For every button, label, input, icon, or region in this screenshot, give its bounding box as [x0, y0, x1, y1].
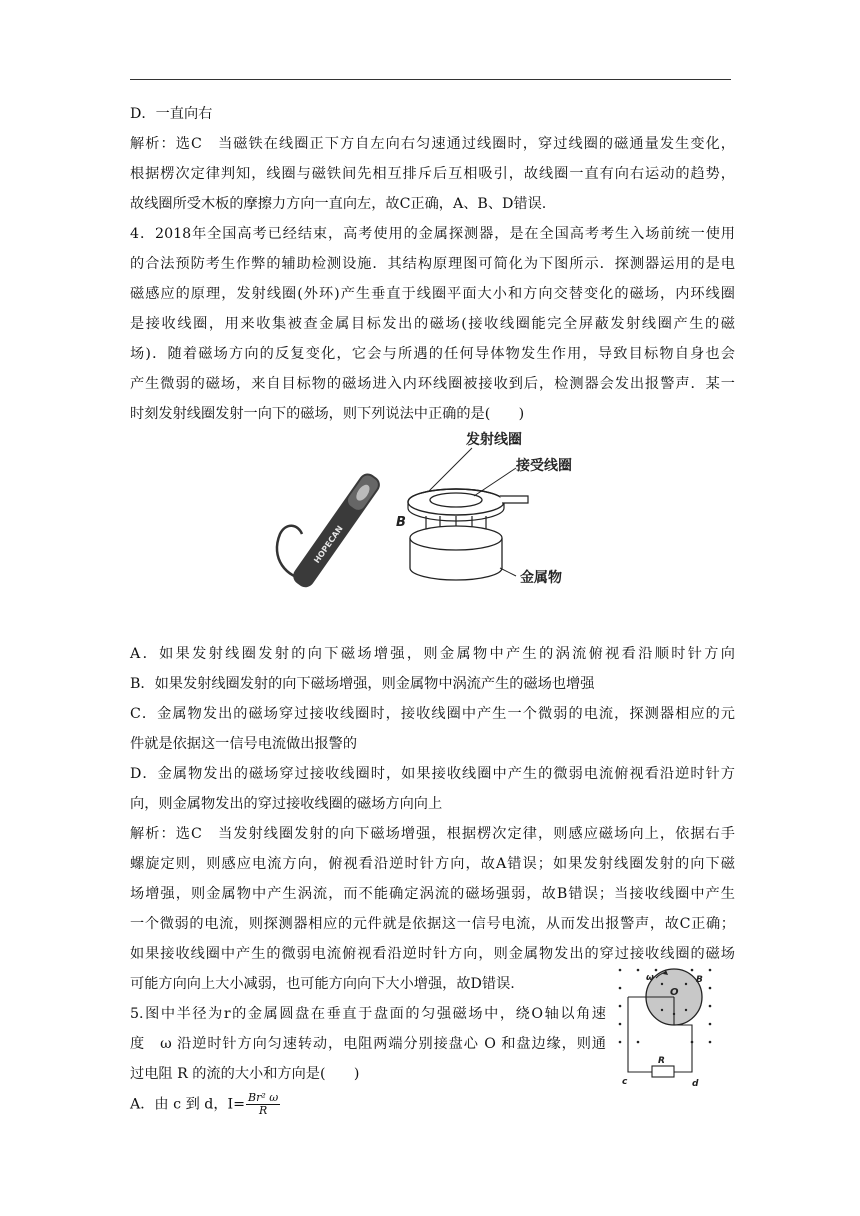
q4-stem-line: 场)．随着磁场方向的反复变化，它会与所遇的任何导体物发生作用，导致目标物自身也会: [130, 346, 735, 362]
q4-analysis-line: 螺旋定则，则感应电流方向，俯视看沿逆时针方向，故A错误；如果发射线圈发射的向下磁: [130, 856, 735, 872]
field-b-label: B: [396, 515, 406, 530]
receive-coil-label: 接受线圈: [516, 458, 572, 474]
q4-stem-line: 产生微弱的磁场，来自目标物的磁场进入内环线圈被接收到后，检测器会发出报警声．某一: [130, 376, 735, 392]
terminal-c-label: c: [622, 1077, 628, 1087]
field-b-label: B: [696, 975, 703, 985]
q4-analysis-line: 场增强，则金属物中产生涡流，而不能确定涡流的磁场强弱，故B错误；当接收线圈中产生: [130, 886, 735, 902]
q4-option-b: B．如果发射线圈发射的向下磁场增强，则金属物中涡流产生的磁场也增强: [130, 676, 595, 692]
q3-option-d: D．一直向右: [130, 106, 213, 122]
receive-coil: [430, 493, 482, 507]
metal-detector-figure: [268, 430, 598, 592]
center-o-label: O: [670, 987, 679, 998]
q5-option-a: [130, 1092, 606, 1117]
resistor-label: R: [658, 1056, 665, 1066]
q4-option-c-cont: 件就是依据这一信号电流做出报警的: [130, 736, 358, 752]
transmit-coil-label: 发射线圈: [466, 432, 522, 448]
detector-brand-text: HOPECAN: [312, 524, 345, 565]
q4-analysis-line: 可能方向向上大小减弱，也可能方向向下大小增强，故D错误.: [130, 976, 515, 992]
q3-analysis-line: 故线圈所受木板的摩擦力方向一直向左，故C正确，A、B、D错误.: [130, 196, 547, 212]
terminal-d-label: d: [692, 1079, 699, 1088]
omega-label: ω: [646, 973, 654, 983]
q5-option-a-prefix: A．由 c 到 d，I=: [130, 1096, 246, 1113]
q4-stem-line: 的合法预防考生作弊的辅助检测设施．其结构原理图可简化为下图所示．探测器运用的是电: [130, 256, 735, 272]
q4-option-a: A．如果发射线圈发射的向下磁场增强，则金属物中产生的涡流俯视看沿顺时针方向: [130, 646, 735, 662]
header-rule: [130, 79, 731, 80]
rotating-disc-figure: [612, 962, 722, 1088]
q4-analysis-line: 一个微弱的电流，则探测器相应的元件就是依据这一信号电流，从而发出报警声，故C正确；: [130, 916, 735, 932]
current-formula: [246, 1092, 280, 1117]
q4-option-d-cont: 向，则金属物发出的穿过接收线圈的磁场方向向上: [130, 796, 443, 812]
q4-stem-line: 4．2018年全国高考已经结束，高考使用的金属探测器，是在全国高考考生入场前统一使用: [130, 226, 735, 242]
q4-analysis-line: 如果接收线圈中产生的微弱电流俯视看沿逆时针方向，则金属物发出的穿过接收线圈的磁场: [130, 946, 735, 962]
resistor: [652, 1066, 674, 1077]
q4-stem-line: 磁感应的原理，发射线圈(外环)产生垂直于线圈平面大小和方向交替变化的磁场，内环线圈: [130, 286, 735, 302]
formula-numerator: Br² ω: [248, 1091, 279, 1104]
metal-object: [410, 526, 502, 580]
q4-stem-line: 时刻发射线圈发射一向下的磁场，则下列说法中正确的是( ): [130, 406, 525, 422]
q5-stem-line: 度 ω 沿逆时针方向匀速转动，电阻两端分别接盘心 O 和盘边缘，则通: [130, 1036, 606, 1052]
q4-analysis-line: 解析：选C 当发射线圈发射的向下磁场增强，根据楞次定律，则感应磁场向上，依据右手: [130, 826, 735, 842]
q3-analysis-line: 解析：选C 当磁铁在线圈正下方自左向右匀速通过线圈时，穿过线圈的磁通量发生变化，: [130, 136, 735, 152]
q3-analysis-line: 根据楞次定律判知，线圈与磁铁间先相互排斥后互相吸引，故线圈一直有向右运动的趋势，: [130, 166, 735, 182]
q5-stem-line: 过电阻 R 的流的大小和方向是( ): [130, 1066, 360, 1082]
detector-device-image: [277, 470, 383, 591]
q4-option-c: C．金属物发出的磁场穿过接收线圈时，接收线圈中产生一个微弱的电流，探测器相应的元: [130, 706, 735, 722]
q4-stem-line: 是接收线圈，用来收集被查金属目标发出的磁场(接收线圈能完全屏蔽发射线圈产生的磁: [130, 316, 735, 332]
q4-option-d: D．金属物发出的磁场穿过接收线圈时，如果接收线圈中产生的微弱电流俯视看沿逆时针方: [130, 766, 735, 782]
formula-denominator: R: [259, 1104, 268, 1117]
q5-stem-line: 5.图中半径为r的金属圆盘在垂直于盘面的匀强磁场中，绕O轴以角速: [130, 1006, 606, 1022]
metal-label: 金属物: [520, 570, 562, 586]
